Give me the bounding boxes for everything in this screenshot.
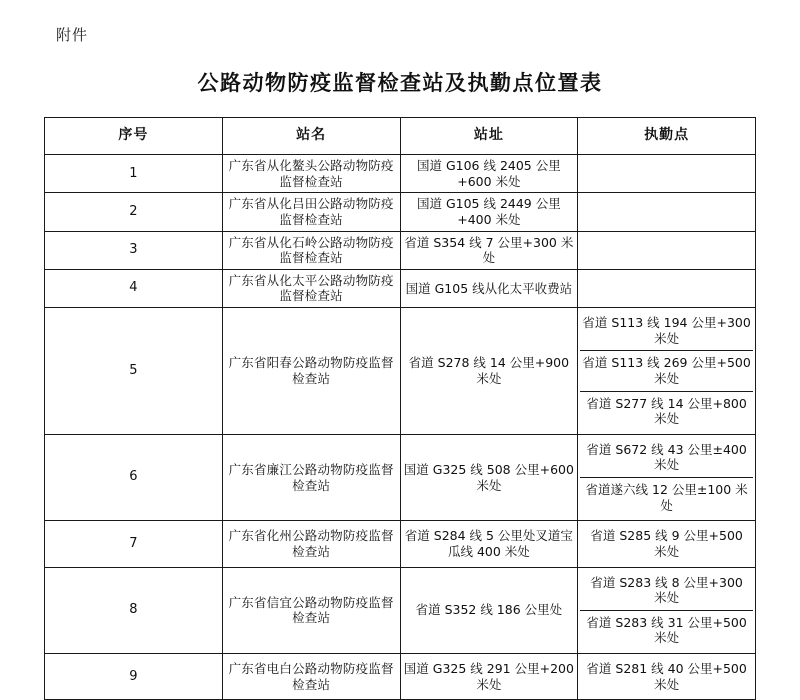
table-row bbox=[45, 269, 756, 307]
cell-duty-point bbox=[578, 231, 756, 269]
cell-station-address: 国道 G105 线从化太平收费站 bbox=[400, 269, 578, 307]
table-row bbox=[45, 521, 756, 567]
cell-station-address: 省道 S352 线 186 公里处 bbox=[400, 567, 578, 654]
duty-point-list bbox=[580, 160, 753, 188]
duty-point-item: 省道 S281 线 40 公里+500 米处 bbox=[586, 661, 747, 692]
cell-station-address: 国道 G325 线 291 公里+200 米处 bbox=[400, 654, 578, 700]
cell-station-address: 省道 S284 线 5 公里处叉道宝瓜线 400 米处 bbox=[400, 521, 578, 567]
table-header bbox=[45, 118, 756, 155]
duty-point-list bbox=[580, 524, 753, 563]
table-header-row bbox=[45, 118, 756, 155]
cell-station-address: 省道 S278 线 14 公里+900 米处 bbox=[400, 308, 578, 435]
cell-station-address: 国道 G325 线 508 公里+600 米处 bbox=[400, 434, 578, 521]
column-header-duty-point: 执勤点 bbox=[578, 118, 756, 155]
table-row bbox=[45, 654, 756, 700]
table-row bbox=[45, 155, 756, 193]
cell-duty-point bbox=[578, 193, 756, 231]
cell-duty-point bbox=[578, 434, 756, 521]
cell-station-address: 省道 S354 线 7 公里+300 米处 bbox=[400, 231, 578, 269]
duty-point-item: 省道 S283 线 8 公里+300 米处 bbox=[580, 571, 753, 611]
cell-index: 4 bbox=[45, 269, 223, 307]
cell-duty-point bbox=[578, 654, 756, 700]
cell-station-name: 广东省从化石岭公路动物防疫监督检查站 bbox=[222, 231, 400, 269]
table-row bbox=[45, 308, 756, 435]
cell-station-name: 广东省阳春公路动物防疫监督检查站 bbox=[222, 308, 400, 435]
cell-station-name: 广东省化州公路动物防疫监督检查站 bbox=[222, 521, 400, 567]
cell-station-name: 广东省从化鳌头公路动物防疫监督检查站 bbox=[222, 155, 400, 193]
duty-point-list bbox=[580, 311, 753, 431]
duty-point-empty bbox=[580, 274, 753, 302]
cell-index: 9 bbox=[45, 654, 223, 700]
cell-station-name: 广东省从化太平公路动物防疫监督检查站 bbox=[222, 269, 400, 307]
cell-station-name: 广东省从化吕田公路动物防疫监督检查站 bbox=[222, 193, 400, 231]
duty-point-list bbox=[580, 198, 753, 226]
cell-duty-point bbox=[578, 521, 756, 567]
cell-index: 1 bbox=[45, 155, 223, 193]
cell-station-name: 广东省信宜公路动物防疫监督检查站 bbox=[222, 567, 400, 654]
cell-index: 8 bbox=[45, 567, 223, 654]
column-header-station-name: 站名 bbox=[222, 118, 400, 155]
table-row bbox=[45, 193, 756, 231]
cell-station-address: 国道 G106 线 2405 公里+600 米处 bbox=[400, 155, 578, 193]
duty-point-empty bbox=[580, 198, 753, 226]
table-row bbox=[45, 434, 756, 521]
table-row bbox=[45, 567, 756, 654]
cell-index: 7 bbox=[45, 521, 223, 567]
attachment-label: 附件 bbox=[56, 26, 89, 44]
duty-point-empty bbox=[580, 236, 753, 264]
duty-point-list bbox=[580, 274, 753, 302]
duty-point-list bbox=[580, 657, 753, 696]
cell-station-name: 广东省电白公路动物防疫监督检查站 bbox=[222, 654, 400, 700]
table-row bbox=[45, 231, 756, 269]
cell-duty-point bbox=[578, 269, 756, 307]
cell-duty-point bbox=[578, 155, 756, 193]
cell-duty-point bbox=[578, 308, 756, 435]
cell-index: 3 bbox=[45, 231, 223, 269]
duty-point-empty bbox=[580, 160, 753, 188]
duty-point-item: 省道 S285 线 9 公里+500 米处 bbox=[590, 528, 743, 559]
duty-point-item: 省道遂六线 12 公里±100 米处 bbox=[585, 482, 748, 513]
cell-duty-point bbox=[578, 567, 756, 654]
duty-point-item: 省道 S113 线 194 公里+300 米处 bbox=[580, 311, 753, 351]
duty-point-item: 省道 S277 线 14 公里+800 米处 bbox=[586, 395, 747, 427]
page-title: 公路动物防疫监督检查站及执勤点位置表 bbox=[197, 70, 603, 95]
duty-point-item: 省道 S672 线 43 公里±400 米处 bbox=[580, 438, 753, 478]
cell-station-name: 广东省廉江公路动物防疫监督检查站 bbox=[222, 434, 400, 521]
cell-index: 2 bbox=[45, 193, 223, 231]
column-header-station-address: 站址 bbox=[400, 118, 578, 155]
duty-point-list bbox=[580, 236, 753, 264]
duty-point-item: 省道 S113 线 269 公里+500 米处 bbox=[580, 351, 753, 391]
duty-point-list bbox=[580, 571, 753, 651]
cell-index: 5 bbox=[45, 308, 223, 435]
cell-index: 6 bbox=[45, 434, 223, 521]
checkpoint-position-table bbox=[44, 117, 756, 700]
column-header-index: 序号 bbox=[45, 118, 223, 155]
table-body bbox=[45, 155, 756, 700]
cell-station-address: 国道 G105 线 2449 公里+400 米处 bbox=[400, 193, 578, 231]
duty-point-list bbox=[580, 438, 753, 518]
duty-point-item: 省道 S283 线 31 公里+500 米处 bbox=[586, 614, 747, 646]
